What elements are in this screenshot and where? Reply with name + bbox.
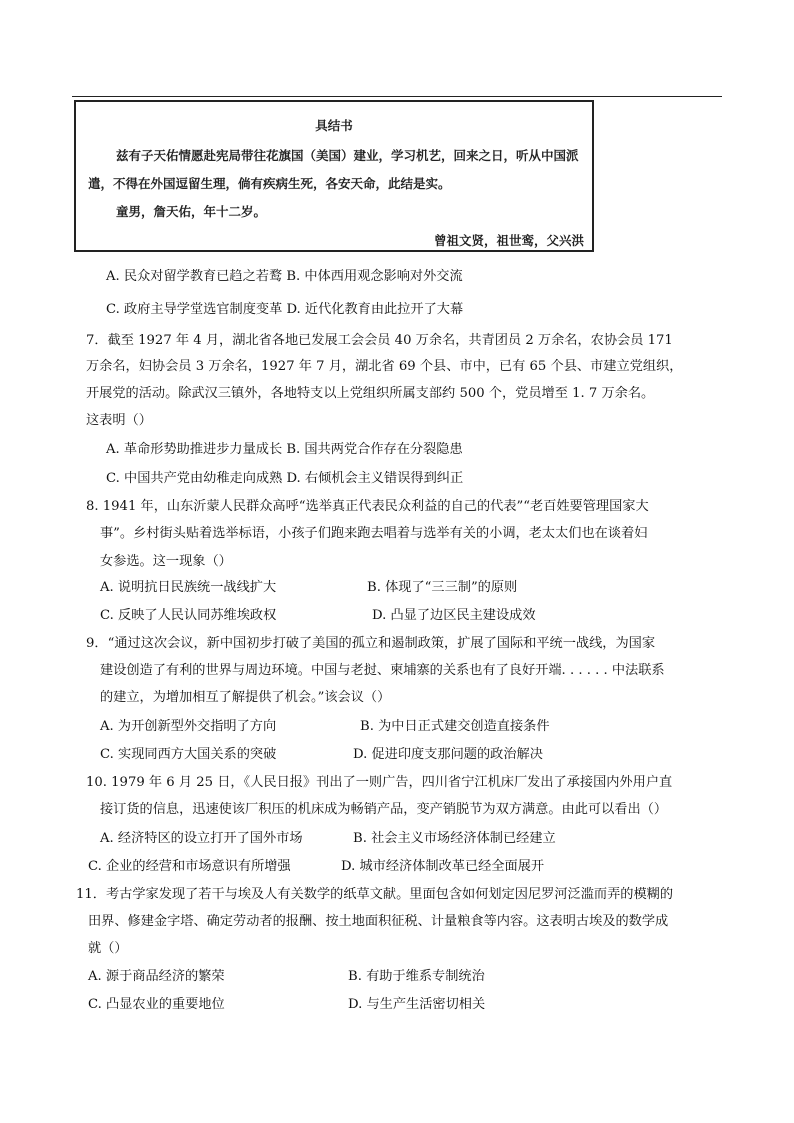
question-10-option-a: A. 经济特区的设立打开了国外市场 xyxy=(100,831,303,846)
question-8-option-a: A. 说明抗日民族统一战线扩大 xyxy=(100,580,277,595)
question-8-option-d: D. 凸显了边区民主建设成效 xyxy=(372,608,536,623)
question-9-option-b: B. 为中日正式建交创造直接条件 xyxy=(360,719,550,734)
historical-document-image xyxy=(74,100,594,252)
question-11-option-c: C. 凸显农业的重要地位 xyxy=(88,997,225,1012)
question-9-option-d: D. 促进印度支那问题的政治解决 xyxy=(353,747,543,762)
question-9-text: 的建立，为增加相互了解提供了机会。”该会议（） xyxy=(100,690,391,705)
document-line: 童男，詹天佑，年十二岁。 xyxy=(116,204,267,219)
question-9-option-a: A. 为开创新型外交指明了方向 xyxy=(100,719,277,734)
question-10-option-c: C. 企业的经营和市场意识有所增强 xyxy=(88,859,291,874)
document-signature: 曾祖文贤，祖世鸾，父兴洪 xyxy=(433,233,584,248)
question-9-option-c: C. 实现同西方大国关系的突破 xyxy=(100,747,277,762)
question-11-text: 11．考古学家发现了若干与埃及人有关数学的纸草文献。里面包含如何划定因尼罗河泛滥而弄的模糊的 xyxy=(76,887,674,902)
question-11-text: 就（） xyxy=(88,941,128,956)
question-10-option-d: D. 城市经济体制改革已经全面展开 xyxy=(341,859,545,874)
question-8-text: 事”。乡村街头贴着选举标语，小孩子们跑来跑去唱着与选举有关的小调，老太太们也在谈着妇 xyxy=(100,526,648,541)
question-10-option-b: B. 社会主义市场经济体制已经建立 xyxy=(353,831,556,846)
header-rule xyxy=(72,96,722,97)
question-7-options: C. 中国共产党由幼稚走向成熟 D. 右倾机会主义错误得到纠正 xyxy=(106,471,464,486)
question-8-option-c: C. 反映了人民认同苏维埃政权 xyxy=(100,608,277,623)
question-7-text: 开展党的活动。除武汉三镇外，各地特支以上党组织所属支部约 500 个，党员增至 1. 7 万余名。 xyxy=(86,386,655,401)
question-8-text: 8. 1941 年，山东沂蒙人民群众高呼“选举真正代表民众利益的自己的代表”“老百姓要管理国家大 xyxy=(86,499,649,514)
question-9-text: 建设创造了有利的世界与周边环境。中国与老挝、柬埔寨的关系也有了良好开端. . . . . . 中法联系 xyxy=(100,663,665,678)
question-11-option-a: A. 源于商品经济的繁荣 xyxy=(88,969,225,984)
document-line: 兹有子天佑情愿赴宪局带往花旗国（美国）建业，学习机艺，回来之日，听从中国派 xyxy=(116,148,579,163)
question-8-text: 女参选。这一现象（） xyxy=(100,554,232,569)
question-7-text: 万余名，妇协会员 3 万余名，1927 年 7 月，湖北省 69 个县、市中，已有 65 个县、市建立党组织， xyxy=(86,359,683,374)
question-10-text: 10. 1979 年 6 月 25 日，《人民日报》刊出了一则广告，四川省宁江机床厂发出了承接国内外用户直 xyxy=(86,775,673,790)
q6-options-line: A. 民众对留学教育已趋之若鹜 B. 中体西用观念影响对外交流 xyxy=(106,269,463,284)
question-7-text: 7．截至 1927 年 4 月，湖北省各地已发展工会会员 40 万余名，共青团员 2 万余名，农协会员 171 xyxy=(86,333,673,348)
question-7-options: A. 革命形势助推进步力量成长 B. 国共两党合作存在分裂隐患 xyxy=(106,442,463,457)
question-10-text: 接订货的信息，迅速使该厂积压的机床成为畅销产品，变产销脱节为双方满意。由此可以看出（） xyxy=(100,802,668,817)
question-11-option-b: B. 有助于维系专制统治 xyxy=(348,969,485,984)
document-title: 具结书 xyxy=(315,118,353,133)
question-9-text: 9．“通过这次会议，新中国初步打破了美国的孤立和遏制政策，扩展了国际和平统一战线，为国家 xyxy=(86,636,656,651)
document-line: 遣，不得在外国逗留生理，倘有疾病生死，各安天命，此结是实。 xyxy=(88,176,451,191)
q6-options-line: C. 政府主导学堂选官制度变革 D. 近代化教育由此拉开了大幕 xyxy=(106,302,464,317)
question-11-option-d: D. 与生产生活密切相关 xyxy=(348,997,486,1012)
question-11-text: 田界、修建金字塔、确定劳动者的报酬、按土地面积征税、计量粮食等内容。这表明古埃及的数学成 xyxy=(88,914,669,929)
question-8-option-b: B. 体现了“三三制”的原则 xyxy=(367,580,518,595)
question-7-text: 这表明（） xyxy=(86,413,152,428)
